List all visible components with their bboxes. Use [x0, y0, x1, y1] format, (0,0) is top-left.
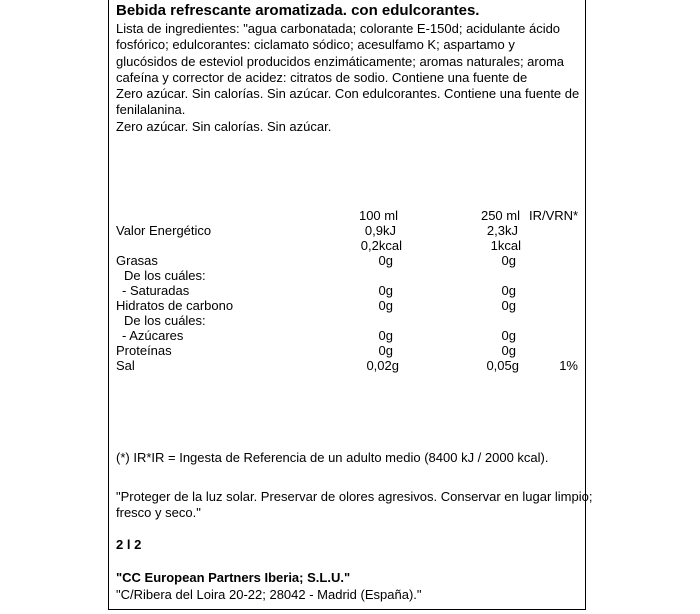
nutrient-100: 0g — [378, 298, 393, 313]
nutrient-sublabel: De los cuáles: — [124, 313, 206, 328]
nutrient-100: 0g — [378, 343, 393, 358]
energy-250-kcal: 1kcal — [490, 238, 521, 253]
nutrient-label: Hidratos de carbono — [116, 298, 234, 313]
nutrient-label: - Azúcares — [122, 328, 184, 343]
nutrient-ir: 1% — [559, 358, 578, 373]
nutrient-label: - Saturadas — [122, 283, 190, 298]
ingredients-line: fenilalanina. — [116, 102, 186, 118]
energy-250-kj: 2,3kJ — [486, 223, 518, 238]
nutrient-100: 0g — [378, 328, 393, 343]
nutrient-label: Sal — [116, 358, 135, 373]
product-title: Bebida refrescante aromatizada. con edulcorantes. — [116, 2, 480, 19]
ingredients-block — [116, 21, 582, 135]
nutrient-100: 0g — [378, 283, 393, 298]
ingredients-line: Lista de ingredientes: "agua carbonatada; colorante E-150d; acidulante ácido — [116, 21, 561, 36]
storage-line: fresco y seco." — [116, 505, 201, 520]
storage-line: "Proteger de la luz solar. Preservar de olores agresivos. Conservar en lugar limpio; — [116, 489, 593, 504]
nutrient-100: 0,02g — [366, 358, 399, 373]
nutrient-250: 0g — [501, 328, 516, 343]
nutrient-250: 0,05g — [486, 358, 519, 373]
header-ir: IR/VRN* — [529, 208, 579, 223]
nutrient-250: 0g — [501, 298, 516, 313]
ingredients-line: cafeína y corrector de acidez: citratos de sodio. Contiene una fuente de — [116, 69, 528, 85]
energy-label: Valor Energético — [116, 223, 212, 238]
nutrient-250: 0g — [501, 283, 516, 298]
nutrient-label: Proteínas — [116, 343, 172, 358]
energy-100-kcal: 0,2kcal — [360, 238, 402, 253]
page-number: 2 l 2 — [116, 537, 142, 552]
company-address: "C/Ribera del Loira 20-22; 28042 - Madrid (España)." — [116, 587, 422, 602]
ingredients-line: glucósidos de esteviol producidos enzimáticamente; aromas naturales; aroma — [116, 53, 565, 69]
nutrient-250: 0g — [501, 253, 516, 268]
company-name: "CC European Partners Iberia; S.L.U." — [116, 570, 351, 585]
ingredients-line: fosfórico; edulcorantes: ciclamato sódico; acesulfamo K; aspartamo y — [116, 37, 515, 53]
header-100ml: 100 ml — [358, 208, 398, 223]
nutrient-250: 0g — [501, 343, 516, 358]
ingredients-line: Zero azúcar. Sin calorías. Sin azúcar. — [116, 118, 332, 134]
header-250ml: 250 ml — [480, 208, 520, 223]
energy-100-kj: 0,9kJ — [364, 223, 396, 238]
footnote: (*) IR*IR = Ingesta de Referencia de un adulto medio (8400 kJ / 2000 kcal). — [116, 450, 549, 465]
nutrient-100: 0g — [378, 253, 393, 268]
nutrient-sublabel: De los cuáles: — [124, 268, 206, 283]
ingredients-line: Zero azúcar. Sin calorías. Sin azúcar. Con edulcorantes. Contiene una fuente de — [116, 86, 580, 102]
nutrient-label: Grasas — [116, 253, 158, 268]
